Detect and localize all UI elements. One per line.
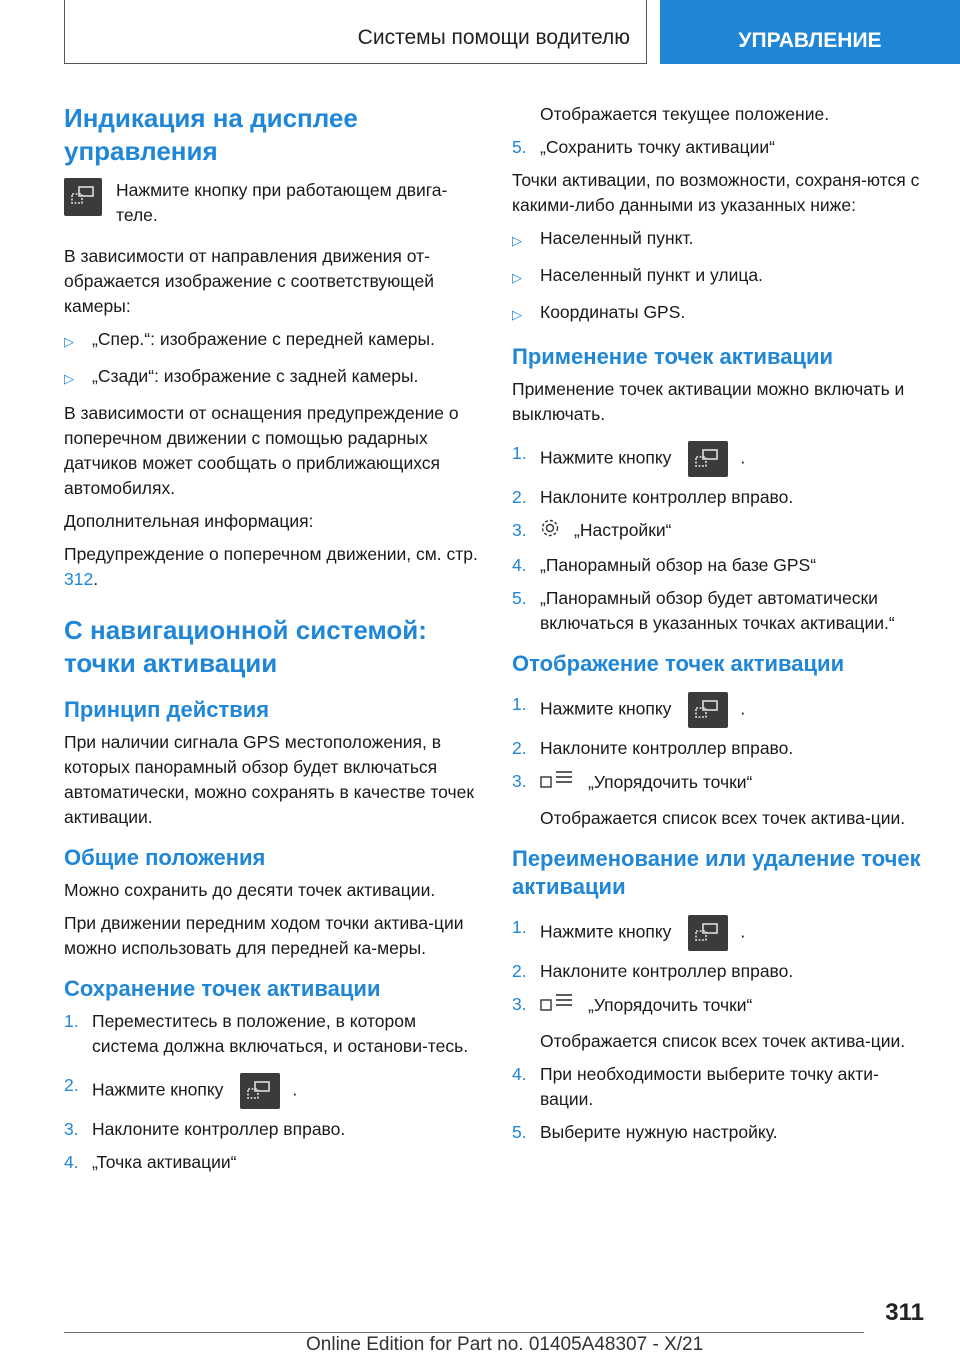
heading-rename: Переименование или удаление точек активации <box>512 846 921 899</box>
heading-principle: Принцип действия <box>64 697 270 722</box>
step-number: 2. <box>64 1075 79 1095</box>
step-number: 5. <box>512 588 527 608</box>
camera-button-icon <box>688 441 728 477</box>
triangle-bullet-icon: ▷ <box>64 334 74 349</box>
camera-button-icon <box>64 178 102 216</box>
apply-step <box>512 586 932 636</box>
rename-step <box>512 992 932 1021</box>
camera-button-icon <box>240 1073 280 1109</box>
step-text: Наклоните контроллер вправо. <box>540 961 794 981</box>
rename-step <box>512 1120 932 1145</box>
step-suffix: . <box>292 1079 298 1100</box>
step-number: 1. <box>512 917 527 937</box>
heading-apply: Применение точек активации <box>512 344 834 369</box>
step-number: 5. <box>512 137 527 157</box>
paragraph-reference <box>64 542 484 592</box>
triangle-bullet-icon: ▷ <box>512 307 522 322</box>
footer-divider <box>64 1332 864 1333</box>
apply-step <box>512 518 932 545</box>
step-text: Наклоните контроллер вправо. <box>540 738 794 758</box>
step-text: При необходимости выберите точку акти-вации. <box>540 1064 879 1109</box>
step-number: 3. <box>64 1119 79 1139</box>
step-number: 4. <box>512 1064 527 1084</box>
step-number: 5. <box>512 1122 527 1142</box>
heading-save: Сохранение точек активации <box>64 976 381 1001</box>
save-step <box>64 1150 484 1175</box>
step-suffix: . <box>740 447 746 468</box>
camera-button-icon <box>688 692 728 728</box>
press-button-text: Нажмите кнопку при работающем двига-теле. <box>116 180 448 225</box>
show-step <box>512 736 932 761</box>
save-step <box>64 1117 484 1142</box>
show-step <box>512 769 932 798</box>
left-column <box>64 102 484 1183</box>
rename-step <box>512 915 932 951</box>
step-text: Наклоните контроллер вправо. <box>540 487 794 507</box>
step-number: 2. <box>512 738 527 758</box>
step-text: Переместитесь в положение, в котором система должна включаться, и останови-тесь. <box>92 1011 469 1056</box>
step-text: „Точка активации“ <box>92 1152 237 1172</box>
bullet-text: Населенный пункт и улица. <box>540 265 763 285</box>
header-section-title: Системы помощи водителю <box>357 26 630 49</box>
paragraph-apply: Применение точек активации можно включать и выключать. <box>512 379 905 424</box>
header-chapter-tab[interactable]: УПРАВЛЕНИЕ <box>660 0 960 64</box>
step-text: Наклоните контроллер вправо. <box>92 1119 346 1139</box>
bullet-item <box>512 300 932 327</box>
triangle-bullet-icon: ▷ <box>512 233 522 248</box>
paragraph-principle: При наличии сигнала GPS местоположения, в которых панорамный обзор будет включаться автоматически, можно сохранять в качестве точек активации. <box>64 732 475 827</box>
step-text: Нажмите кнопку <box>540 921 672 942</box>
step-suffix: . <box>740 921 746 942</box>
heading-general: Общие положения <box>64 845 266 870</box>
reference-text: Предупреждение о поперечном движении, см. стр. <box>64 544 478 564</box>
apply-step <box>512 553 932 578</box>
paragraph-general-2: При движении передним ходом точки актива-ции можно использовать для передней ка-меры. <box>64 913 464 958</box>
step-text: „Панорамный обзор будет автоматически включаться в указанных точках активации.“ <box>540 588 895 633</box>
heading-show: Отображение точек активации <box>512 651 845 676</box>
gear-icon <box>540 518 560 545</box>
camera-button-icon <box>688 915 728 951</box>
apply-step <box>512 485 932 510</box>
step-number: 1. <box>512 443 527 463</box>
bullet-text: „Спер.“: изображение с передней камеры. <box>92 329 435 349</box>
save-step <box>512 135 932 160</box>
press-button-note <box>64 178 484 228</box>
bullet-front <box>64 327 484 354</box>
bullet-rear <box>64 364 484 391</box>
triangle-bullet-icon: ▷ <box>64 371 74 386</box>
save-step <box>64 1009 484 1059</box>
page-number: 311 <box>885 1299 924 1326</box>
bullet-text: Населенный пункт. <box>540 228 694 248</box>
step-text: „Панорамный обзор на базе GPS“ <box>540 555 817 575</box>
step-number: 1. <box>64 1011 79 1031</box>
footer-edition: Online Edition for Part no. 01405A48307 - X/21 <box>306 1334 704 1355</box>
step-text: „Упорядочить точки“ <box>588 995 753 1016</box>
step-number: 4. <box>64 1152 79 1172</box>
step-text: Нажмите кнопку <box>540 447 672 468</box>
step-number: 2. <box>512 961 527 981</box>
paragraph-direction: В зависимости от направления движения от-ображается изображение с соответствующей камеры: <box>64 246 435 316</box>
save-step <box>64 1073 484 1109</box>
apply-step <box>512 441 932 477</box>
step-text: Выберите нужную настройку. <box>540 1122 778 1142</box>
paragraph-more-info: Дополнительная информация: <box>64 511 314 531</box>
triangle-bullet-icon: ▷ <box>512 270 522 285</box>
rename-step <box>512 959 932 984</box>
step-suffix: . <box>740 698 746 719</box>
paragraph-radar: В зависимости от оснащения предупреждение о поперечном движении с помощью радарных датчиков может сообщать о приближающихся автомобилях. <box>64 403 459 498</box>
paragraph-saved-data: Точки активации, по возможности, сохраня-ются с какими-либо данными из указанных ниже: <box>512 170 920 215</box>
step-text: Нажмите кнопку <box>92 1079 224 1100</box>
heading-display: Индикация на дисплее управления <box>64 103 358 166</box>
show-note: Отображается список всех точек актива-ции. <box>540 808 906 828</box>
step-number: 4. <box>512 555 527 575</box>
right-column <box>512 102 932 1153</box>
heading-navigation: С навигационной системой: точки активации <box>64 615 427 678</box>
step-number: 2. <box>512 487 527 507</box>
step-text: „Упорядочить точки“ <box>588 772 753 793</box>
rename-step <box>512 1062 932 1112</box>
page-link[interactable]: 312 <box>64 569 94 589</box>
show-step <box>512 692 932 728</box>
rename-note: Отображается список всех точек актива-ции. <box>540 1031 906 1051</box>
bullet-text: Координаты GPS. <box>540 302 686 322</box>
step-number: 3. <box>512 520 527 540</box>
reference-suffix: . <box>93 569 99 589</box>
step-number: 1. <box>512 694 527 714</box>
current-position-text: Отображается текущее положение. <box>540 104 830 124</box>
step-number: 3. <box>512 771 527 791</box>
step-text: „Сохранить точку активации“ <box>540 137 776 157</box>
list-camera-icon <box>540 992 574 1021</box>
step-text: Нажмите кнопку <box>540 698 672 719</box>
bullet-item <box>512 263 932 290</box>
step-text: „Настройки“ <box>574 520 672 541</box>
paragraph-general-1: Можно сохранить до десяти точек активации. <box>64 880 436 900</box>
bullet-item <box>512 226 932 253</box>
bullet-text: „Сзади“: изображение с задней камеры. <box>92 366 419 386</box>
step-number: 3. <box>512 994 527 1014</box>
list-camera-icon <box>540 769 574 798</box>
